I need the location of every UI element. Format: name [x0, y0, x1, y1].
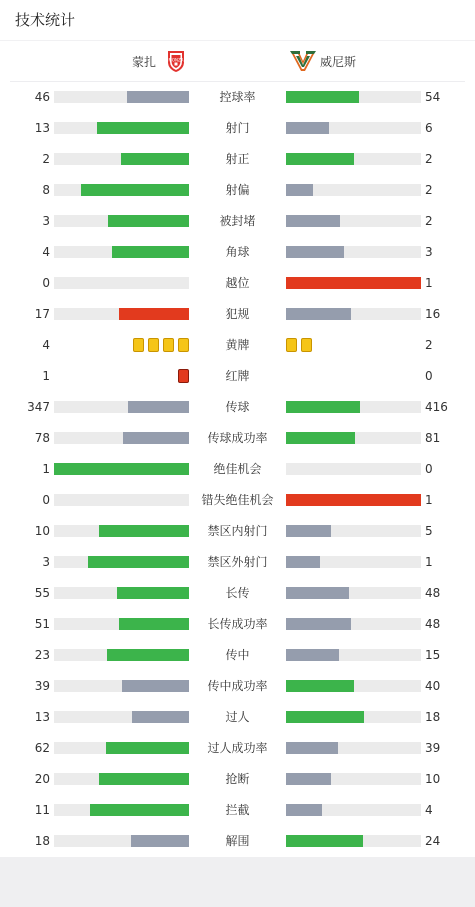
yellow-card-icon: [301, 338, 312, 352]
home-bar-track: [54, 122, 189, 134]
away-bar-fill: [286, 91, 359, 103]
home-value: 2: [42, 152, 50, 166]
stat-row: [0, 645, 475, 665]
home-bar-track: [54, 153, 189, 165]
home-bar-fill: [127, 91, 189, 103]
away-bar-fill: [286, 215, 340, 227]
home-bar-fill: [90, 804, 189, 816]
home-bar-fill: [97, 122, 189, 134]
away-bar-track: [286, 463, 421, 475]
away-value: 1: [425, 493, 433, 507]
home-cards: [178, 369, 189, 383]
stat-row: [0, 490, 475, 510]
away-bar-fill: [286, 153, 354, 165]
away-bar-track: [286, 587, 421, 599]
away-bar-track: [286, 835, 421, 847]
away-bar-track: [286, 711, 421, 723]
stat-row: [0, 180, 475, 200]
away-value: 48: [425, 617, 441, 631]
away-bar-fill: [286, 618, 351, 630]
stat-label: 传球: [225, 400, 250, 414]
away-bar-track: [286, 494, 421, 506]
yellow-card-icon: [133, 338, 144, 352]
home-value: 4: [42, 338, 50, 352]
away-bar-fill: [286, 401, 360, 413]
away-value: 1: [425, 555, 433, 569]
home-bar-track: [54, 246, 189, 258]
home-value: 1: [42, 369, 50, 383]
stat-label: 射偏: [225, 183, 250, 197]
away-bar-track: [286, 742, 421, 754]
away-team-header: [290, 49, 356, 73]
away-bar-track: [286, 525, 421, 537]
away-value: 0: [425, 462, 433, 476]
stat-label: 传中成功率: [207, 679, 268, 693]
home-bar-fill: [123, 432, 189, 444]
yellow-card-icon: [178, 338, 189, 352]
stat-label: 长传成功率: [207, 617, 268, 631]
home-bar-track: [54, 184, 189, 196]
stat-label: 错失绝佳机会: [201, 493, 274, 507]
away-value: 0: [425, 369, 433, 383]
home-bar-track: [54, 215, 189, 227]
home-value: 51: [34, 617, 50, 631]
away-bar-fill: [286, 587, 349, 599]
away-bar-fill: [286, 649, 339, 661]
home-value: 0: [42, 493, 50, 507]
away-bar-fill: [286, 494, 421, 506]
stat-row: [0, 552, 475, 572]
stat-label: 传中: [225, 648, 250, 662]
stat-row: [0, 800, 475, 820]
away-bar-track: [286, 432, 421, 444]
home-bar-fill: [99, 525, 189, 537]
away-value: 2: [425, 338, 433, 352]
away-value: 15: [425, 648, 441, 662]
away-bar-fill: [286, 122, 329, 134]
home-bar-fill: [128, 401, 189, 413]
home-value: 78: [34, 431, 50, 445]
stat-row: [0, 366, 475, 386]
stat-label: 禁区外射门: [207, 555, 268, 569]
home-bar-track: [54, 680, 189, 692]
home-team-header: [132, 49, 189, 73]
stat-label: 解围: [225, 834, 250, 848]
home-bar-fill: [132, 711, 189, 723]
stat-label: 控球率: [219, 90, 256, 104]
divider: [10, 81, 465, 82]
venezia-crest-icon: [290, 49, 316, 73]
stat-row: [0, 707, 475, 727]
stat-label: 过人成功率: [207, 741, 268, 755]
away-bar-track: [286, 153, 421, 165]
yellow-card-icon: [148, 338, 159, 352]
home-bar-track: [54, 742, 189, 754]
home-bar-fill: [81, 184, 189, 196]
stat-label: 射正: [225, 152, 250, 166]
away-value: 1: [425, 276, 433, 290]
away-team-name: 威尼斯: [320, 54, 357, 69]
away-bar-track: [286, 215, 421, 227]
away-value: 6: [425, 121, 433, 135]
page-title: 技术统计: [15, 11, 76, 29]
home-bar-track: [54, 556, 189, 568]
home-value: 3: [42, 214, 50, 228]
home-bar-fill: [112, 246, 189, 258]
stat-row: [0, 769, 475, 789]
away-value: 18: [425, 710, 441, 724]
home-bar-track: [54, 773, 189, 785]
stat-label: 抢断: [225, 772, 250, 786]
away-bar-track: [286, 556, 421, 568]
stat-row: [0, 87, 475, 107]
stat-row: [0, 459, 475, 479]
home-value: 13: [34, 710, 50, 724]
yellow-card-icon: [163, 338, 174, 352]
away-bar-fill: [286, 742, 338, 754]
stat-label: 越位: [225, 276, 250, 290]
stat-label: 角球: [225, 245, 250, 259]
away-bar-fill: [286, 308, 351, 320]
home-value: 8: [42, 183, 50, 197]
home-bar-fill: [88, 556, 189, 568]
stat-label: 射门: [225, 121, 250, 135]
red-card-icon: [178, 369, 189, 383]
home-value: 347: [27, 400, 50, 414]
away-bar-track: [286, 184, 421, 196]
stat-row: [0, 242, 475, 262]
away-value: 81: [425, 431, 441, 445]
home-value: 20: [34, 772, 50, 786]
stat-row: [0, 149, 475, 169]
stat-label: 长传: [225, 586, 250, 600]
stat-row: [0, 397, 475, 417]
home-value: 18: [34, 834, 50, 848]
home-bar-track: [54, 525, 189, 537]
stat-row: [0, 614, 475, 634]
home-bar-track: [54, 649, 189, 661]
stat-label: 黄牌: [225, 338, 250, 352]
stat-row: [0, 738, 475, 758]
away-bar-fill: [286, 246, 344, 258]
away-bar-fill: [286, 773, 331, 785]
home-bar-track: [54, 804, 189, 816]
away-bar-track: [286, 308, 421, 320]
away-value: 5: [425, 524, 433, 538]
home-value: 1: [42, 462, 50, 476]
home-value: 23: [34, 648, 50, 662]
away-bar-fill: [286, 711, 364, 723]
away-bar-track: [286, 246, 421, 258]
away-bar-track: [286, 122, 421, 134]
away-value: 10: [425, 772, 441, 786]
home-value: 10: [34, 524, 50, 538]
stat-label: 红牌: [225, 369, 250, 383]
away-bar-fill: [286, 184, 313, 196]
home-bar-track: [54, 308, 189, 320]
stat-row: [0, 211, 475, 231]
stat-label: 拦截: [225, 803, 250, 817]
away-bar-track: [286, 680, 421, 692]
away-bar-track: [286, 277, 421, 289]
home-bar-track: [54, 835, 189, 847]
stat-label: 被封堵: [219, 214, 256, 228]
away-bar-fill: [286, 525, 331, 537]
away-value: 24: [425, 834, 441, 848]
away-value: 2: [425, 183, 433, 197]
home-bar-fill: [106, 742, 189, 754]
home-bar-fill: [117, 587, 189, 599]
stat-row: [0, 583, 475, 603]
home-bar-fill: [131, 835, 189, 847]
away-bar-track: [286, 618, 421, 630]
home-bar-fill: [99, 773, 189, 785]
away-value: 2: [425, 214, 433, 228]
stat-label: 犯规: [225, 307, 250, 321]
home-bar-fill: [108, 215, 189, 227]
home-value: 0: [42, 276, 50, 290]
away-bar-track: [286, 649, 421, 661]
home-value: 11: [34, 803, 50, 817]
home-bar-fill: [119, 308, 189, 320]
stat-row: [0, 118, 475, 138]
home-bar-track: [54, 494, 189, 506]
home-bar-fill: [119, 618, 189, 630]
stat-row: [0, 676, 475, 696]
away-bar-fill: [286, 835, 363, 847]
home-bar-track: [54, 91, 189, 103]
away-bar-fill: [286, 277, 421, 289]
away-value: 2: [425, 152, 433, 166]
away-value: 16: [425, 307, 441, 321]
home-bar-fill: [107, 649, 189, 661]
home-bar-track: [54, 618, 189, 630]
away-value: 4: [425, 803, 433, 817]
stat-row: [0, 304, 475, 324]
home-bar-track: [54, 277, 189, 289]
away-bar-track: [286, 773, 421, 785]
away-value: 54: [425, 90, 441, 104]
stat-label: 传球成功率: [207, 431, 268, 445]
home-value: 13: [34, 121, 50, 135]
home-value: 4: [42, 245, 50, 259]
stat-row: [0, 273, 475, 293]
home-team-name: 蒙扎: [131, 54, 156, 69]
stat-row: [0, 521, 475, 541]
home-value: 39: [34, 679, 50, 693]
svg-text:MONZA: MONZA: [168, 57, 184, 63]
away-value: 48: [425, 586, 441, 600]
stat-row: [0, 428, 475, 448]
away-bar-fill: [286, 556, 320, 568]
stat-label: 过人: [225, 710, 250, 724]
away-bar-fill: [286, 804, 322, 816]
away-value: 39: [425, 741, 441, 755]
away-cards: [286, 338, 312, 352]
home-bar-fill: [121, 153, 189, 165]
stat-row: [0, 831, 475, 851]
home-bar-fill: [122, 680, 189, 692]
monza-crest-icon: [163, 49, 189, 73]
home-bar-track: [54, 432, 189, 444]
home-value: 17: [34, 307, 50, 321]
home-value: 46: [34, 90, 50, 104]
stat-row: [0, 335, 475, 355]
home-bar-fill: [54, 463, 189, 475]
home-bar-track: [54, 463, 189, 475]
home-bar-track: [54, 711, 189, 723]
home-value: 62: [34, 741, 50, 755]
away-bar-track: [286, 91, 421, 103]
away-bar-fill: [286, 432, 355, 444]
away-value: 416: [425, 400, 448, 414]
home-value: 55: [34, 586, 50, 600]
stat-label: 禁区内射门: [207, 524, 268, 538]
away-bar-track: [286, 401, 421, 413]
divider: [0, 40, 475, 41]
home-bar-track: [54, 587, 189, 599]
yellow-card-icon: [286, 338, 297, 352]
home-cards: [133, 338, 189, 352]
away-bar-fill: [286, 680, 354, 692]
home-value: 3: [42, 555, 50, 569]
away-bar-track: [286, 804, 421, 816]
stat-label: 绝佳机会: [213, 462, 262, 476]
away-value: 40: [425, 679, 441, 693]
away-value: 3: [425, 245, 433, 259]
home-bar-track: [54, 401, 189, 413]
